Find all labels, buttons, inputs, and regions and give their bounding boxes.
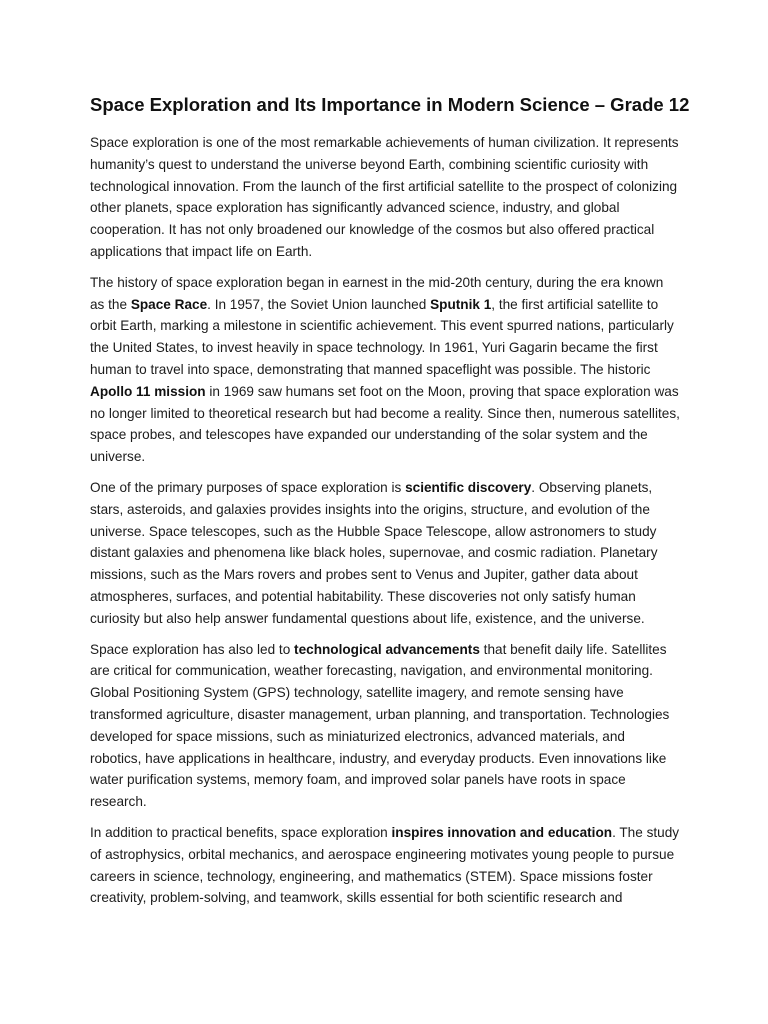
bold-term: scientific discovery xyxy=(405,479,532,495)
document-body xyxy=(90,132,680,909)
text-run: The history of space exploration began in earnest in the mid-20th century, during the era known as the xyxy=(90,274,664,312)
paragraph-technological-advancements xyxy=(90,639,680,813)
text-run: . Observing planets, stars, asteroids, and galaxies provides insights into the origins, structure, and evolution of the universe. Space telescopes, such as the Hubble Space Telescope, allow astronomers to study distant galaxies and phenomena like black holes, supernovae, and cosmic radiation. Planetary missions, such as the Mars rovers and probes sent to Venus and Jupiter, gather data about atmospheres, surfaces, and potential habitability. These discoveries not only satisfy human curiosity but also help answer fundamental questions about life, existence, and the universe. xyxy=(90,479,658,626)
text-run: Space exploration has also led to xyxy=(90,641,295,657)
text-run: in 1969 saw humans set foot on the Moon, proving that space exploration was no longer limited to theoretical research but had become a reality. Since then, numerous satellites, space probes, and telescopes have expanded our understanding of the solar system and the universe. xyxy=(90,383,680,465)
bold-term: Apollo 11 mission xyxy=(90,383,206,399)
paragraph-innovation-education xyxy=(90,822,680,909)
text-run: . The study of astrophysics, orbital mechanics, and aerospace engineering motivates young people to pursue careers in science, technology, engineering, and mathematics (STEM). Space missions foster creativity, problem-solving, and teamwork, skills essential for both scientific research and xyxy=(90,824,680,906)
paragraph-history xyxy=(90,272,680,468)
bold-term: technological advancements xyxy=(294,641,480,657)
text-run: . In 1957, the Soviet Union launched xyxy=(207,296,431,312)
bold-term: Sputnik 1 xyxy=(430,296,492,312)
bold-term: inspires innovation and education xyxy=(391,824,613,840)
paragraph-scientific-discovery xyxy=(90,477,680,630)
paragraph-intro xyxy=(90,132,680,263)
text-run: , the first artificial satellite to orbit Earth, marking a milestone in scientific achievement. This event spurred nations, particularly the United States, to invest heavily in space technology. In 1961, Yuri Gagarin became the first human to travel into space, demonstrating that manned spaceflight was possible. The historic xyxy=(90,296,674,377)
text-run: One of the primary purposes of space exploration is xyxy=(90,479,406,495)
text-run: Space exploration is one of the most remarkable achievements of human civilization. It represents humanity’s quest to understand the universe beyond Earth, combining scientific curiosity with technological innovation. From the launch of the first artificial satellite to the prospect of colonizing other planets, space exploration has significantly advanced science, industry, and global cooperation. It has not only broadened our knowledge of the cosmos but also offered practical applications that impact life on Earth. xyxy=(90,135,679,259)
document-title: Space Exploration and Its Importance in Modern Science – Grade 12 xyxy=(90,94,690,115)
bold-term: Space Race xyxy=(130,296,208,312)
text-run: that benefit daily life. Satellites are critical for communication, weather forecasting, navigation, and environmental monitoring. Global Positioning System (GPS) technology, satellite imagery, and remote sensing have transformed agriculture, disaster management, urban planning, and transportation. Technologies developed for space missions, such as miniaturized electronics, advanced materials, and robotics, have applications in healthcare, industry, and everyday products. Even innovations like water purification systems, memory foam, and improved solar panels have roots in space research. xyxy=(90,641,670,810)
text-run: In addition to practical benefits, space exploration xyxy=(90,824,392,840)
